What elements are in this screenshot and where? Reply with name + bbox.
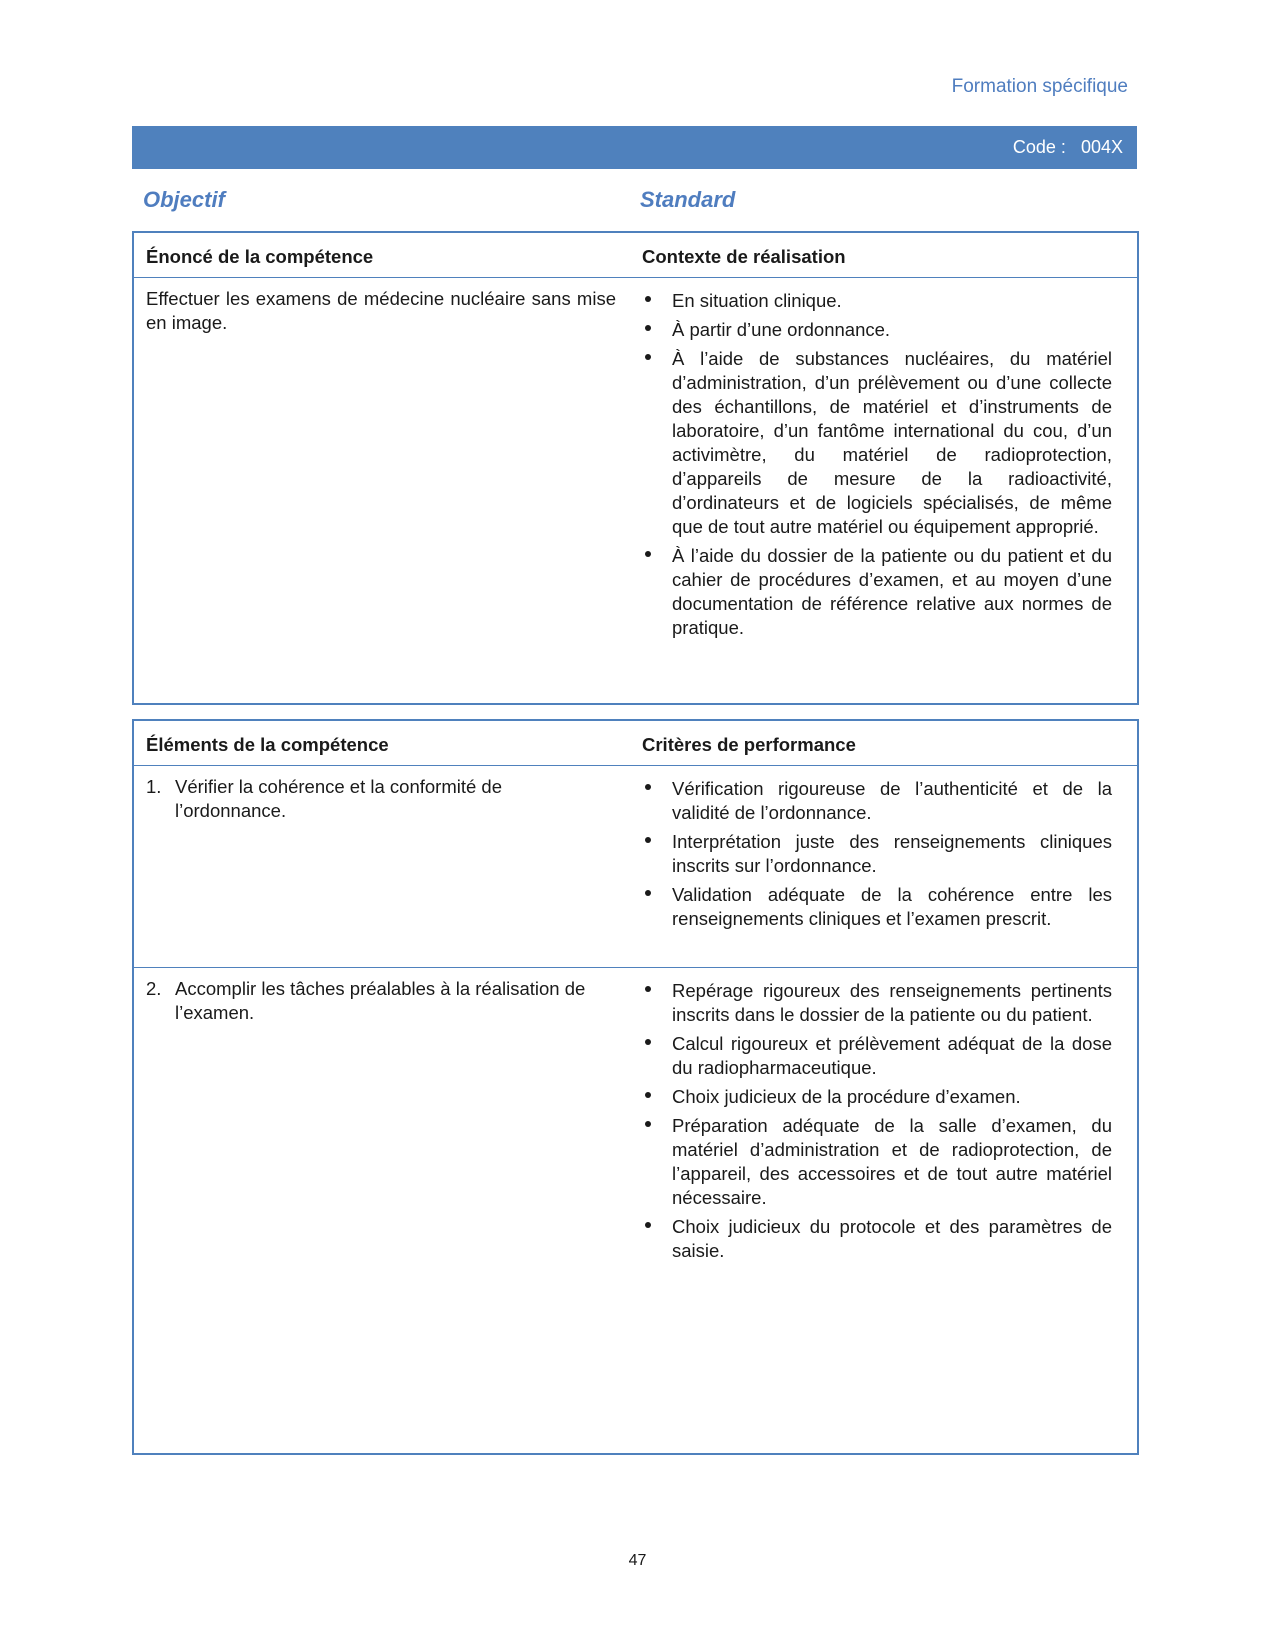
bullet-icon — [645, 837, 651, 843]
bullet-icon — [645, 325, 651, 331]
code-value: 004X — [1080, 137, 1123, 157]
list-item: Interprétation juste des renseignements cliniques inscrits sur l’ordonnance. — [642, 830, 1112, 878]
bullet-icon — [645, 986, 651, 992]
competence-box-header — [134, 233, 1137, 278]
code-bar — [132, 126, 1137, 169]
elements-box — [132, 719, 1139, 1455]
bullet-icon — [645, 784, 651, 790]
criteria-heading: Critères de performance — [642, 734, 856, 755]
statement-heading: Énoncé de la compétence — [146, 246, 374, 267]
list-item: À l’aide du dossier de la patiente ou du patient et du cahier de procédures d’examen, et au moyen d’une documentation de référence relative aux normes de pratique. — [642, 544, 1112, 640]
context-list — [642, 289, 1112, 640]
element-text: Vérifier la cohérence et la conformité de l’ordonnance. — [175, 776, 503, 821]
list-item — [146, 977, 616, 1025]
list-item: À l’aide de substances nucléaires, du matériel d’administration, d’un prélèvement ou d’une collecte des échantillons, de matériel et d’instruments de laboratoire, d’un fantôme international du cou, d’un activimètre, du matériel de radioprotection, d’appareils de mesure de la radioactivité, d’ordinateurs et de logiciels spécialisés, de même que de tout autre matériel ou équipement approprié. — [642, 347, 1112, 539]
standard-heading: Standard — [640, 187, 736, 212]
bullet-icon — [645, 354, 651, 360]
criteria-list-1 — [642, 777, 1112, 931]
bullet-icon — [645, 296, 651, 302]
list-item: En situation clinique. — [642, 289, 1112, 313]
objective-heading: Objectif — [143, 187, 225, 212]
competence-statement: Effectuer les examens de médecine nucléaire sans mise en image. — [146, 288, 616, 333]
bullet-icon — [645, 890, 651, 896]
element-number: 2. — [146, 978, 162, 999]
bullet-icon — [645, 551, 651, 557]
criteria-list-2 — [642, 979, 1112, 1263]
list-item: Validation adéquate de la cohérence entre les renseignements cliniques et l’examen prescrit. — [642, 883, 1112, 931]
program-title: Formation spécifique — [951, 76, 1128, 97]
row-divider — [134, 967, 1137, 968]
list-item: Choix judicieux de la procédure d’examen. — [642, 1085, 1112, 1109]
list-item: Préparation adéquate de la salle d’examen, du matériel d’administration et de radioprotection, de l’appareil, des accessoires et de tout autre matériel nécessaire. — [642, 1114, 1112, 1210]
element-text: Accomplir les tâches préalables à la réalisation de l’examen. — [175, 978, 586, 1023]
bullet-icon — [645, 1222, 651, 1228]
list-item: Repérage rigoureux des renseignements pertinents inscrits dans le dossier de la patiente ou du patient. — [642, 979, 1112, 1027]
element-1 — [146, 775, 616, 823]
competence-box — [132, 231, 1139, 705]
context-heading: Contexte de réalisation — [642, 246, 846, 267]
list-item — [146, 775, 616, 823]
competency-code — [1013, 137, 1123, 158]
list-item: Calcul rigoureux et prélèvement adéquat de la dose du radiopharmaceutique. — [642, 1032, 1112, 1080]
bullet-icon — [645, 1039, 651, 1045]
element-number: 1. — [146, 776, 162, 797]
bullet-icon — [645, 1121, 651, 1127]
code-label: Code : — [1012, 137, 1066, 157]
elements-heading: Éléments de la compétence — [146, 734, 389, 755]
bullet-icon — [645, 1092, 651, 1098]
elements-box-header — [134, 721, 1137, 766]
element-2 — [146, 977, 616, 1025]
list-item: Vérification rigoureuse de l’authenticité et de la validité de l’ordonnance. — [642, 777, 1112, 825]
page-number: 47 — [628, 1552, 647, 1569]
list-item: Choix judicieux du protocole et des paramètres de saisie. — [642, 1215, 1112, 1263]
list-item: À partir d’une ordonnance. — [642, 318, 1112, 342]
